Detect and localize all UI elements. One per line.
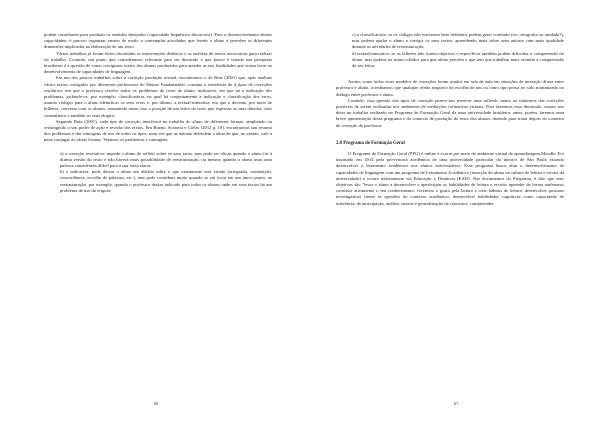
right-paragraph-2: Contudo, essa questão dos tipos de correção parece-nos merecer uma reflexão maior ao tratarmos das correções possíveis de serem realizadas nos ambientes de mediações formativas virtuais. Para fazermos essa discussão, vamos nos deter no trabalho realizado no Programa de Formação Geral da uma universidade brasileira; antes, porém, faremos uma breve apresentação desse programa e do contexto de produção do texto dos alunos, dizendo para tratar depois do contexto de correção do professor. <box>336 97 564 128</box>
left-paragraph-4: Segundo Ruiz (2001), cada tipo de correção interferirá no trabalho do aluno de diferentes formas, ampliando ou restringindo o seu poder de ação e revisão dos textos. Em Bueno, Scarassi e Cielas (2012 p. 19), encontramos um resumo dos problemas e das vantagens de uso de todos os tipos, uma vez que as autoras defendem a ideia de que, no ensino, vale a pena conjugar as várias formas. Vejamos os problemas e vantagens: <box>44 118 272 143</box>
right-page <box>300 0 600 424</box>
left-item-list <box>60 151 272 194</box>
right-page-text-column <box>336 32 564 207</box>
left-page-text-column <box>44 32 272 201</box>
list-item-a: a) a correção resolutiva: impede o aluno de refletir sobre os seus erros, mas pode ser eficaz quando o aluno for à última versão do texto e não haverá mais possibilidade de reestruturação, ou mesmo quando o aluno usou uma palavra considerada difícil para a sua faixa etária; <box>60 150 272 169</box>
left-paragraph-3: Em um dos poucos trabalhos sobre a correção produção textual, encontramos o de Ruiz (2001) que, após analisar vários textos corrigidos por diferentes professores do Ensino Fundamental, constata a existência de 4 tipos de correções resolutiva, em que o professor resolve todos os problemas do texto do aluno; indicativa, em que há a indicação dos problemas, grifando-os, por exemplo; classificatória, na qual há conjuntamente a indicação e classificação dos erros, usando códigos para o aluno identificar os seus erros e, por último, a textual-interativa, em que o docente, por meio de bilhetes, conversa com os alunos, assumindo neste caso a posição de um leitor do texto que expressa as suas dúvidas, seus comentários e também os seus elogios. <box>44 75 272 118</box>
list-item-c: c) a classificatória: se os códigos não estiverem bem definidos podem gerar confusão (ex: ortografia ou unidade?), mas podem ajudar o aluno a corrigir os seus textos, aprendendo mais sobre uma autoria com mais qualidade durante as atividades de reestruturação; <box>352 32 564 50</box>
right-paragraph-3: O Programa de Formação Geral (PFG) é online e ocorre por meio do ambiente virtual de aprendizagem Moodle. Foi instituído em 2014 pela pró-reitoria acadêmica de uma universidade particular do interior de São Paulo visando desenvolver o letramento acadêmico nos alunos universitários. Esse programa busca aliar o desenvolvimento de capacidades de linguagem com um programa de Letramento Acadêmico (inserção do aluno na cultura de leitura e escrita da universidade) e ocorre inteiramente via Educação a Distância (EAD). Nos documentos do Programa, é dito que seus objetivos são "levar o aluno a desenvolver e aperfeiçoar as habilidades de leitura e escrita; aprender de forma autônoma; construir ativamente o seu conhecimento; vivenciar o gosto pela leitura e criar hábitos de leitura; desenvolver posturas investigativas frente às questões do contexto acadêmico; desenvolver habilidades cognitivas como capacidade de inferência, de antecipação, análise, síntese e generalização de conceitos; compreender <box>336 151 564 206</box>
right-paragraph-1: Assim, como todos esses modelos de correções foram usados em sala de aula em situações de interação direta entre professor e aluno, acreditamos que qualquer efeito negativo da escolha de um ou outro tipo possa ter sido minimizado no diálogo entre professor e aluno. <box>336 79 564 97</box>
list-item-d: d) textual-interativa: se os bilhetes não forem objetivos e específicos também podem dificultar a compreensão do aluno, mas podem ser muito válidos para que aluno perceba o que tem que trabalhar mais visando à compreensão de seu leitor. <box>352 50 564 69</box>
section-heading: 2.0 Programa de Formação Geral <box>336 140 405 146</box>
left-page-number: 68 <box>154 401 159 406</box>
left-paragraph-2: Vários trabalhos já foram feitos discutindo as intervenções didáticas e as análises de textos necessárias para realizar tal trabalho. Contudo, um ponto que consideramos relevante para ser discutido e que pouco é tratado nas pesquisas brasileiras é a questão de como corrigimos textos dos alunos produzidos para atender as tais finalidades que visam levar ao desenvolvimento de capacidades de linguagem. <box>44 50 272 75</box>
left-paragraph-1: podem contribuem para produzir os sentidos desejados (capacidade linguístico-discursiva). Para o desenvolvimento dessas capacidades, é preciso organizar ensino de modo a contemplar atividades que levem o aluno a perceber as diferentes dimensões implicadas na elaboração de um texto. <box>44 32 272 50</box>
list-item-b: b) a indicativa: pode deixar o aluno em dúvida sobre o que exatamente está errado (ortografia, acentuação, concordância, escolha de palavras, etc.), mas pode contribuir muito quando se vai focar em um único ponto, na reestruturação, por exemplo, quando o professor deixar indicado para todos os alunos onde em seus textos há um problema de uso da vírgula; <box>60 169 272 193</box>
right-item-list <box>352 32 564 69</box>
right-page-number: 67 <box>454 401 459 406</box>
